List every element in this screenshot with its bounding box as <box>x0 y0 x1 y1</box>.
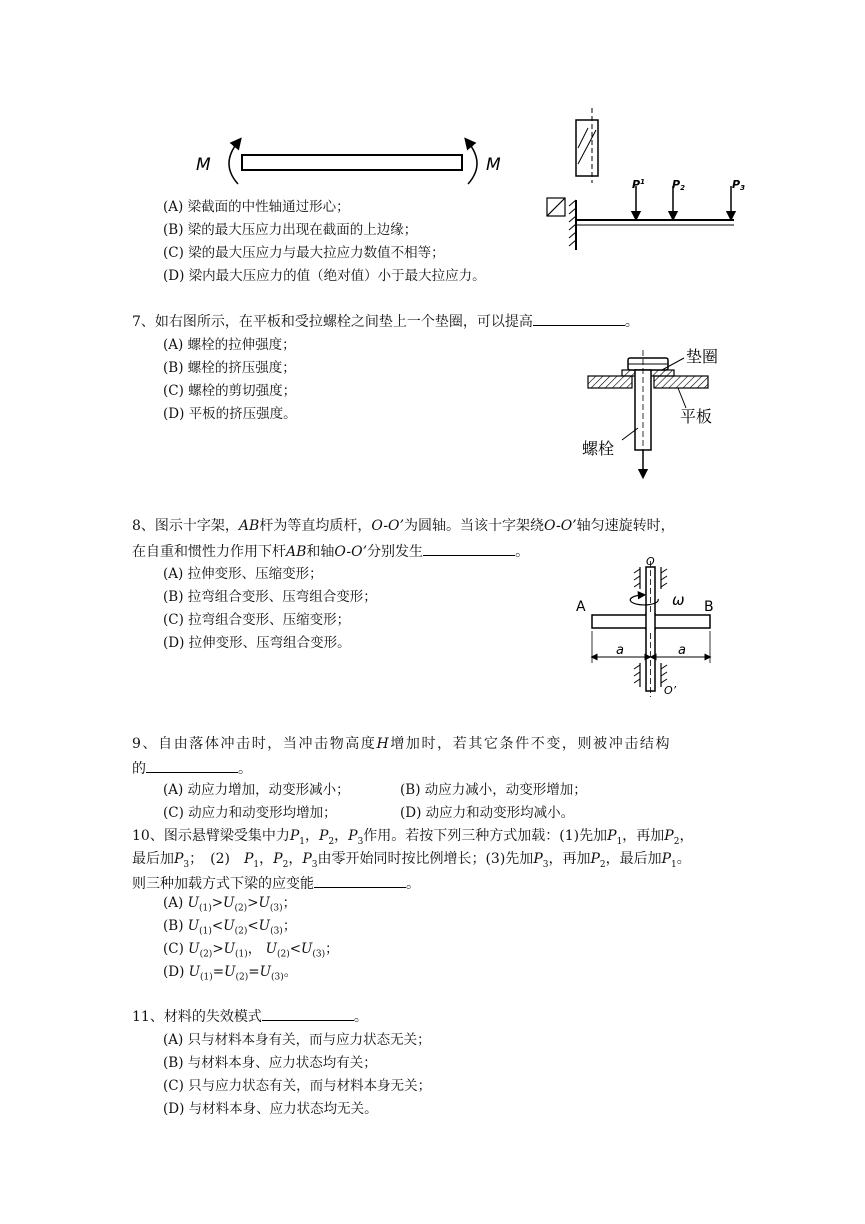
cantilever-figure <box>538 108 758 253</box>
q7-option-d: (D) 平板的挤压强度。 <box>163 406 297 422</box>
sub-index: (2) <box>234 926 248 937</box>
load-label-p3: P3 <box>732 178 745 192</box>
var-u: U <box>187 895 199 911</box>
label-dim-a-left: a <box>616 643 624 658</box>
var-p: P <box>318 828 329 844</box>
q9-option-b: (B) 动应力减小，动变形增加； <box>400 782 587 798</box>
q9-answer-blank[interactable] <box>146 757 238 773</box>
q10-stem-line3 <box>132 872 420 894</box>
q8-text-3: 为圆轴。当该十字架绕 <box>403 518 544 534</box>
q10-text-4: 最后加 <box>132 851 174 867</box>
q11-answer-blank[interactable] <box>262 1005 354 1021</box>
plate <box>588 376 632 388</box>
sub-1: 1 <box>299 836 305 847</box>
sub-index: (1) <box>198 903 212 914</box>
q11-option-d: (D) 与材料本身、应力状态均无关。 <box>163 1101 378 1117</box>
q10-text-8: ，最后加 <box>605 851 662 867</box>
q10-option-b: (B) $U_{(1)}<U_{(2)}<U_{(3)}$； <box>163 918 297 937</box>
var-u: U <box>223 941 236 957</box>
q6-option-c: (C) 梁的最大压应力与最大拉应力数值不相等； <box>163 245 445 261</box>
q7-stem-text: 7、如右图所示，在平板和受拉螺栓之间垫上一个垫圈，可以提高 <box>132 314 533 330</box>
q8-stem-end: 。 <box>515 544 530 560</box>
q7-answer-blank[interactable] <box>533 310 625 326</box>
var-u: U <box>224 964 236 980</box>
label-plate: 平板 <box>680 407 713 426</box>
q8-stem-line2 <box>132 540 529 562</box>
q10-option-c: (C) $U_{(2)}>U_{(1)}$， $U_{(2)}<U_{(3)}$； <box>163 941 339 960</box>
q11-text: 11、材料的失效模式 <box>132 1009 262 1025</box>
var-u: U <box>188 941 200 957</box>
q10-option-d: (D) $U_{(1)}=U_{(2)}=U_{(3)}$。 <box>163 964 298 983</box>
q9-text-2: 增加时，若其它条件不变，则被冲击结构 <box>390 736 672 752</box>
q9-stem-end: 。 <box>238 761 252 777</box>
q10-stem-line1: 10、图示悬臂梁受集中力$P_1$，$P_2$，$P_3$作用。若按下列三种方式加载：(1)先加$P_1$，再加$P_2$， <box>132 828 694 847</box>
var-u: U <box>258 918 271 934</box>
load-label-p2: P2 <box>672 178 685 192</box>
var-u: U <box>258 895 270 911</box>
sub-3: 3 <box>357 836 364 847</box>
q8-text-7: 分别发生 <box>367 544 424 560</box>
q6-option-d: (D) 梁内最大压应力的值（绝对值）小于最大拉应力。 <box>163 268 486 284</box>
q10-text-2: 作用。若按下列三种方式加载：(1)先加 <box>363 828 608 844</box>
sub-3: 3 <box>542 859 549 870</box>
q8-answer-blank[interactable] <box>423 540 515 556</box>
q10-option-a: (A) $U_{(1)}>U_{(2)}>U_{(3)}$； <box>163 895 297 914</box>
q7-option-b: (B) 螺栓的挤压强度； <box>163 360 296 376</box>
sub-index: (1) <box>200 972 213 983</box>
sub-1: 1 <box>616 836 623 847</box>
var-u: U <box>265 941 277 957</box>
sub-index: (3) <box>270 972 284 983</box>
label-b: B <box>704 599 714 615</box>
q11-stem-end: 。 <box>353 1009 368 1025</box>
q8-text-6: 和轴 <box>306 544 335 560</box>
q8-stem-line1 <box>132 516 675 536</box>
q8-option-d: (D) 拉伸变形、压弯组合变形。 <box>163 635 351 651</box>
q8-var-oo: O-O’ <box>371 518 404 534</box>
q8-option-a: (A) 拉伸变形、压缩变形； <box>163 566 323 582</box>
q9-option-a: (A) 动应力增加，动变形减小； <box>163 782 350 798</box>
sub-3: 3 <box>183 859 190 870</box>
option-letter: (D) <box>163 964 185 980</box>
sub-1: 1 <box>671 859 677 870</box>
q8-var-oo-2: O-O’ <box>543 518 577 534</box>
q9-stem-line2 <box>132 757 252 779</box>
var-u: U <box>188 964 201 980</box>
load-label-p1: $P^1$ <box>632 178 645 191</box>
var-p: P <box>302 851 312 867</box>
moment-arrow-right <box>468 142 477 184</box>
var-p: P <box>607 828 617 844</box>
q6-option-a: (A) 梁截面的中性轴通过形心； <box>163 199 350 215</box>
q11-option-c: (C) 只与应力状态有关，而与材料本身无关； <box>163 1078 432 1094</box>
cross-frame-figure <box>570 555 730 700</box>
option-letter: (C) <box>163 941 184 957</box>
q8-var-oo-3: O-O’ <box>334 544 368 560</box>
label-o: O <box>646 555 655 568</box>
q11-option-a: (A) 只与材料本身有关，而与应力状态无关； <box>163 1032 431 1048</box>
bolt-washer-figure <box>582 340 732 480</box>
label-o-prime: O’ <box>664 684 677 697</box>
q10-text-3: ，再加 <box>622 828 665 844</box>
sub-index: (2) <box>235 972 249 983</box>
label-a: A <box>576 599 586 615</box>
sub-index: (3) <box>270 926 283 937</box>
var-p: P <box>244 851 254 867</box>
label-dim-a-right: a <box>678 643 686 658</box>
q10-stem-line2: 最后加$P_3$； (2) $P_1$，$P_2$，$P_3$由零开始同时按比例增长；(3)先加$P_3$，再加$P_2$，最后加$P_1$。 <box>132 851 691 870</box>
var-p: P <box>661 851 672 867</box>
label-bolt: 螺栓 <box>582 439 615 458</box>
q8-text-1: 8、图示十字架， <box>132 518 239 534</box>
q11-option-b: (B) 与材料本身、应力状态均有关； <box>163 1055 377 1071</box>
var-p: P <box>533 851 543 867</box>
q8-option-b: (B) 拉弯组合变形、压弯组合变形； <box>163 589 377 605</box>
q9-var-h: H <box>376 736 391 752</box>
sub-2: 2 <box>328 836 335 847</box>
q8-text-2: 杆为等直均质杆， <box>259 518 372 534</box>
var-p: P <box>273 851 283 867</box>
q10-text-5: ； (2) <box>189 851 230 867</box>
q10-text-9: 则三种加载方式下梁的应变能 <box>132 876 314 892</box>
var-u: U <box>187 918 200 934</box>
q7-stem-end: 。 <box>624 314 639 330</box>
q8-text-4: 轴匀速旋转时， <box>576 518 675 534</box>
q11-stem <box>132 1005 368 1027</box>
q8-var-ab-2: AB <box>286 544 307 560</box>
sub-2: 2 <box>673 836 680 847</box>
sub-2: 2 <box>282 859 289 870</box>
sub-index: (3) <box>312 949 326 960</box>
sub-index: (2) <box>199 949 213 960</box>
q9-option-c: (C) 动应力和动变形均增加； <box>163 805 337 821</box>
q6-option-b: (B) 梁的最大压应力出现在截面的上边缘； <box>163 222 418 238</box>
q9-text-3: 的 <box>132 761 146 777</box>
q10-text-6: 由零开始同时按比例增长；(3)先加 <box>317 851 534 867</box>
q10-answer-blank[interactable] <box>314 872 406 888</box>
var-p: P <box>664 828 674 844</box>
q10-text-1: 10、图示悬臂梁受集中力 <box>132 828 290 844</box>
moment-label-left: M <box>196 155 211 175</box>
var-u: U <box>223 895 235 911</box>
var-u: U <box>223 918 235 934</box>
sub-1: 1 <box>253 859 260 870</box>
beam <box>242 155 462 170</box>
q9-option-d: (D) 动应力和动变形均减小。 <box>400 805 575 821</box>
sub-index: (1) <box>199 926 212 937</box>
var-u: U <box>259 964 271 980</box>
option-letter: (B) <box>163 918 184 934</box>
label-omega: ω <box>672 591 685 609</box>
q7-option-a: (A) 螺栓的拉伸强度； <box>163 337 296 353</box>
sub-index: (3) <box>269 903 283 914</box>
q7-stem <box>132 310 639 332</box>
q9-text-1: 9、自由落体冲击时，当冲击物高度 <box>132 736 377 752</box>
beam-moment-figure <box>190 128 520 196</box>
sub-index: (2) <box>234 903 248 914</box>
var-p: P <box>289 828 300 844</box>
moment-arrow-left <box>229 142 238 184</box>
q7-option-c: (C) 螺栓的剪切强度； <box>163 383 297 399</box>
q9-stem-line1 <box>132 734 671 754</box>
var-p: P <box>590 851 600 867</box>
option-letter: (A) <box>163 895 184 911</box>
moment-label-right: M <box>486 155 501 175</box>
var-p: P <box>174 851 184 867</box>
q10-stem-end: 。 <box>406 876 420 892</box>
var-p: P <box>348 828 358 844</box>
sub-index: (1) <box>235 949 248 960</box>
sub-2: 2 <box>599 859 606 870</box>
var-u: U <box>301 941 313 957</box>
q10-text-7: ，再加 <box>548 851 591 867</box>
label-washer: 垫圈 <box>686 347 719 366</box>
sub-3: 3 <box>311 859 318 870</box>
q8-text-5: 在自重和惯性力作用下杆 <box>132 544 286 560</box>
q8-var-ab: AB <box>238 518 260 534</box>
q8-option-c: (C) 拉弯组合变形、压缩变形； <box>163 612 351 628</box>
sub-index: (2) <box>276 949 290 960</box>
